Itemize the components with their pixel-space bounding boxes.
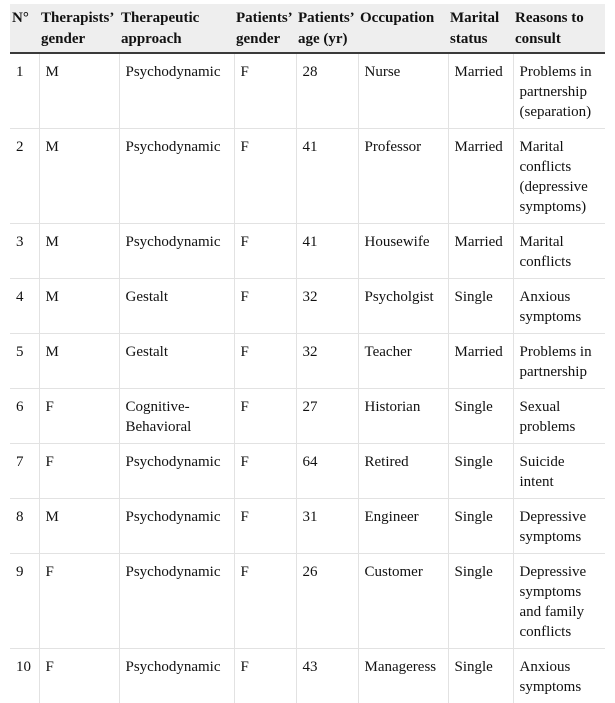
table-row (10, 499, 605, 554)
cell-marital-status: Married (448, 129, 513, 224)
header-reasons-to-consult: Reasons to consult (513, 4, 605, 53)
cell-patients-gender: F (234, 499, 296, 554)
header-occupation: Occupation (358, 4, 448, 53)
cell-number: 3 (10, 224, 39, 279)
table-header (10, 4, 605, 53)
header-number: N° (10, 4, 39, 53)
cell-therapeutic-approach: Psychodynamic (119, 129, 234, 224)
cell-therapeutic-approach: Gestalt (119, 279, 234, 334)
cell-patients-age: 41 (296, 129, 358, 224)
cell-patients-gender: F (234, 649, 296, 703)
cell-marital-status: Single (448, 389, 513, 444)
cell-patients-age: 28 (296, 53, 358, 129)
cell-reasons: Problems in partnership (513, 334, 605, 389)
cell-reasons: Suicide intent (513, 444, 605, 499)
table-row (10, 649, 605, 703)
cell-reasons: Anxious symptoms (513, 279, 605, 334)
cell-patients-age: 32 (296, 279, 358, 334)
cell-therapeutic-approach: Psychodynamic (119, 53, 234, 129)
cell-patients-age: 64 (296, 444, 358, 499)
cell-occupation: Housewife (358, 224, 448, 279)
header-therapists-gender: Therapists’ gender (39, 4, 119, 53)
cell-occupation: Professor (358, 129, 448, 224)
cell-occupation: Customer (358, 554, 448, 649)
cell-number: 6 (10, 389, 39, 444)
header-marital-status: Marital status (448, 4, 513, 53)
header-patients-age: Patients’ age (yr) (296, 4, 358, 53)
cell-patients-age: 31 (296, 499, 358, 554)
cell-reasons: Anxious symptoms (513, 649, 605, 703)
table-body (10, 53, 605, 703)
cell-number: 9 (10, 554, 39, 649)
cell-patients-gender: F (234, 279, 296, 334)
cell-number: 10 (10, 649, 39, 703)
cell-occupation: Teacher (358, 334, 448, 389)
cell-therapists-gender: F (39, 444, 119, 499)
cell-therapeutic-approach: Psychodynamic (119, 224, 234, 279)
cell-patients-gender: F (234, 444, 296, 499)
cell-therapists-gender: M (39, 499, 119, 554)
cell-therapeutic-approach: Cognitive-Behavioral (119, 389, 234, 444)
cell-marital-status: Single (448, 499, 513, 554)
cell-number: 1 (10, 53, 39, 129)
table-row (10, 279, 605, 334)
cell-marital-status: Single (448, 279, 513, 334)
cell-patients-age: 43 (296, 649, 358, 703)
cell-therapists-gender: M (39, 129, 119, 224)
cell-reasons: Marital conflicts (513, 224, 605, 279)
cell-number: 7 (10, 444, 39, 499)
cell-therapists-gender: M (39, 334, 119, 389)
cell-occupation: Retired (358, 444, 448, 499)
cell-patients-gender: F (234, 53, 296, 129)
cell-therapeutic-approach: Psychodynamic (119, 649, 234, 703)
cell-patients-gender: F (234, 389, 296, 444)
cell-patients-age: 27 (296, 389, 358, 444)
cell-patients-age: 26 (296, 554, 358, 649)
cell-marital-status: Single (448, 649, 513, 703)
table-row (10, 334, 605, 389)
cell-number: 8 (10, 499, 39, 554)
header-therapeutic-approach: Therapeutic approach (119, 4, 234, 53)
cell-patients-age: 32 (296, 334, 358, 389)
cell-therapeutic-approach: Psychodynamic (119, 499, 234, 554)
cell-occupation: Nurse (358, 53, 448, 129)
cell-reasons: Depressive symptoms and family conflicts (513, 554, 605, 649)
cell-number: 2 (10, 129, 39, 224)
header-patients-gender: Patients’ gender (234, 4, 296, 53)
cell-occupation: Psycholgist (358, 279, 448, 334)
cell-occupation: Manageress (358, 649, 448, 703)
cell-patients-gender: F (234, 554, 296, 649)
table-row (10, 554, 605, 649)
cell-therapeutic-approach: Gestalt (119, 334, 234, 389)
cell-number: 4 (10, 279, 39, 334)
cell-patients-age: 41 (296, 224, 358, 279)
cell-therapeutic-approach: Psychodynamic (119, 444, 234, 499)
header-row (10, 4, 605, 53)
table-row (10, 444, 605, 499)
cell-therapists-gender: M (39, 279, 119, 334)
cell-therapists-gender: F (39, 649, 119, 703)
cell-reasons: Sexual problems (513, 389, 605, 444)
cell-marital-status: Married (448, 224, 513, 279)
cell-reasons: Problems in partnership (separation) (513, 53, 605, 129)
cell-patients-gender: F (234, 129, 296, 224)
table-row (10, 389, 605, 444)
cell-occupation: Engineer (358, 499, 448, 554)
cell-therapists-gender: F (39, 554, 119, 649)
cell-number: 5 (10, 334, 39, 389)
table-row (10, 129, 605, 224)
cell-marital-status: Married (448, 53, 513, 129)
cell-patients-gender: F (234, 224, 296, 279)
patients-table (10, 4, 605, 703)
cell-marital-status: Single (448, 444, 513, 499)
cell-therapeutic-approach: Psychodynamic (119, 554, 234, 649)
cell-marital-status: Married (448, 334, 513, 389)
table-row (10, 224, 605, 279)
table-row (10, 53, 605, 129)
cell-occupation: Historian (358, 389, 448, 444)
cell-therapists-gender: M (39, 224, 119, 279)
cell-marital-status: Single (448, 554, 513, 649)
cell-reasons: Depressive symptoms (513, 499, 605, 554)
cell-patients-gender: F (234, 334, 296, 389)
cell-reasons: Marital conflicts (depressive symptoms) (513, 129, 605, 224)
cell-therapists-gender: M (39, 53, 119, 129)
cell-therapists-gender: F (39, 389, 119, 444)
